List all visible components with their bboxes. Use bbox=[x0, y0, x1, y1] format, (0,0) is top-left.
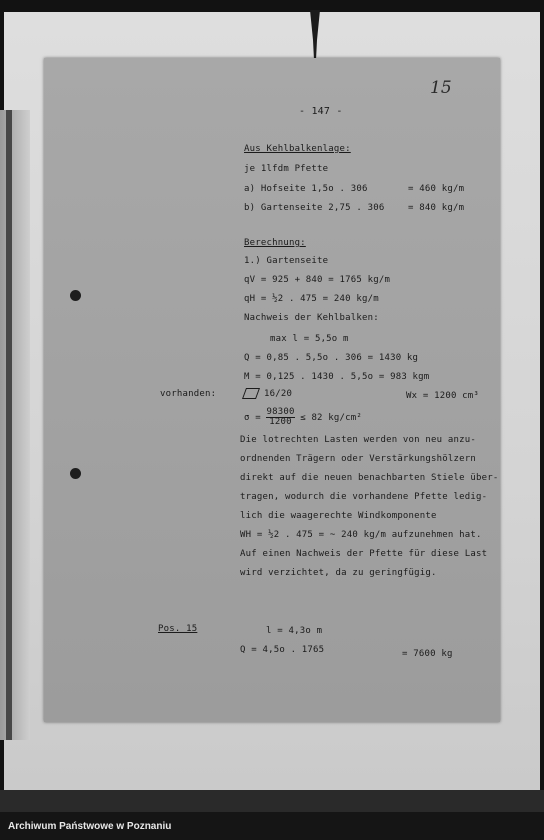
position-label: Pos. 15 bbox=[158, 624, 198, 634]
paragraph-line: lich die waagerechte Windkomponente bbox=[240, 511, 437, 521]
text-line: je 1lfdm Pfette bbox=[244, 164, 329, 174]
value-line: = 7600 kg bbox=[402, 649, 453, 659]
paragraph-line: ordnenden Trägern oder Verstärkungshölzern bbox=[240, 454, 476, 464]
formula-line: max l = 5,5o m bbox=[270, 334, 349, 344]
formula-line: Q = 0,85 . 5,5o . 306 = 1430 kg bbox=[244, 353, 419, 363]
formula-line: Wx = 1200 cm³ bbox=[406, 391, 480, 401]
archive-number: 15 bbox=[430, 78, 452, 98]
paragraph-line: Die lotrechten Lasten werden von neu anzu- bbox=[240, 435, 476, 445]
paragraph-line: Auf einen Nachweis der Pfette für diese Last bbox=[240, 549, 488, 559]
formula-line: Q = 4,5o . 1765 bbox=[240, 645, 325, 655]
sigma-line: σ = $\frac{98300}{1200}$ ≤ 82 kg/cm² bbox=[244, 407, 363, 427]
paragraph-line: wird verzichtet, da zu geringfügig. bbox=[240, 568, 437, 578]
margin-label: vorhanden: bbox=[160, 389, 217, 399]
section-heading: Berechnung: bbox=[244, 238, 306, 248]
value-line: = 840 kg/m bbox=[408, 203, 465, 213]
paragraph-line: direkt auf die neuen benachbarten Stiele über- bbox=[240, 473, 499, 483]
institution-name: Archiwum Państwowe w Poznaniu bbox=[8, 821, 172, 832]
page-number: - 147 - bbox=[299, 106, 343, 117]
document-page bbox=[44, 58, 500, 722]
paragraph-line: WH = ½2 . 475 = ~ 240 kg/m aufzunehmen hat. bbox=[240, 530, 482, 540]
footer-bar bbox=[0, 812, 544, 840]
punch-hole-icon bbox=[70, 290, 81, 301]
text-line: Nachweis der Kehlbalken: bbox=[244, 313, 379, 323]
text-line: 1.) Gartenseite bbox=[244, 256, 329, 266]
cross-section-icon bbox=[242, 388, 260, 399]
text-line: a) Hofseite 1,5o . 306 bbox=[244, 184, 368, 194]
heading-line: Aus Kehlbalkenlage: bbox=[244, 144, 351, 154]
formula-line: qH = ½2 . 475 = 240 kg/m bbox=[244, 294, 379, 304]
left-film-strip bbox=[0, 110, 30, 740]
film-edge-strip bbox=[0, 790, 544, 812]
formula-line: M = 0,125 . 1430 . 5,5o = 983 kgm bbox=[244, 372, 430, 382]
section-line: 16/20 bbox=[244, 388, 292, 399]
punch-hole-icon bbox=[70, 468, 81, 479]
value-line: = 460 kg/m bbox=[408, 184, 465, 194]
formula-line: l = 4,3o m bbox=[266, 626, 323, 636]
paragraph-line: tragen, wodurch die vorhandene Pfette ledig- bbox=[240, 492, 488, 502]
text-line: b) Gartenseite 2,75 . 306 bbox=[244, 203, 385, 213]
formula-line: qV = 925 + 840 = 1765 kg/m bbox=[244, 275, 391, 285]
